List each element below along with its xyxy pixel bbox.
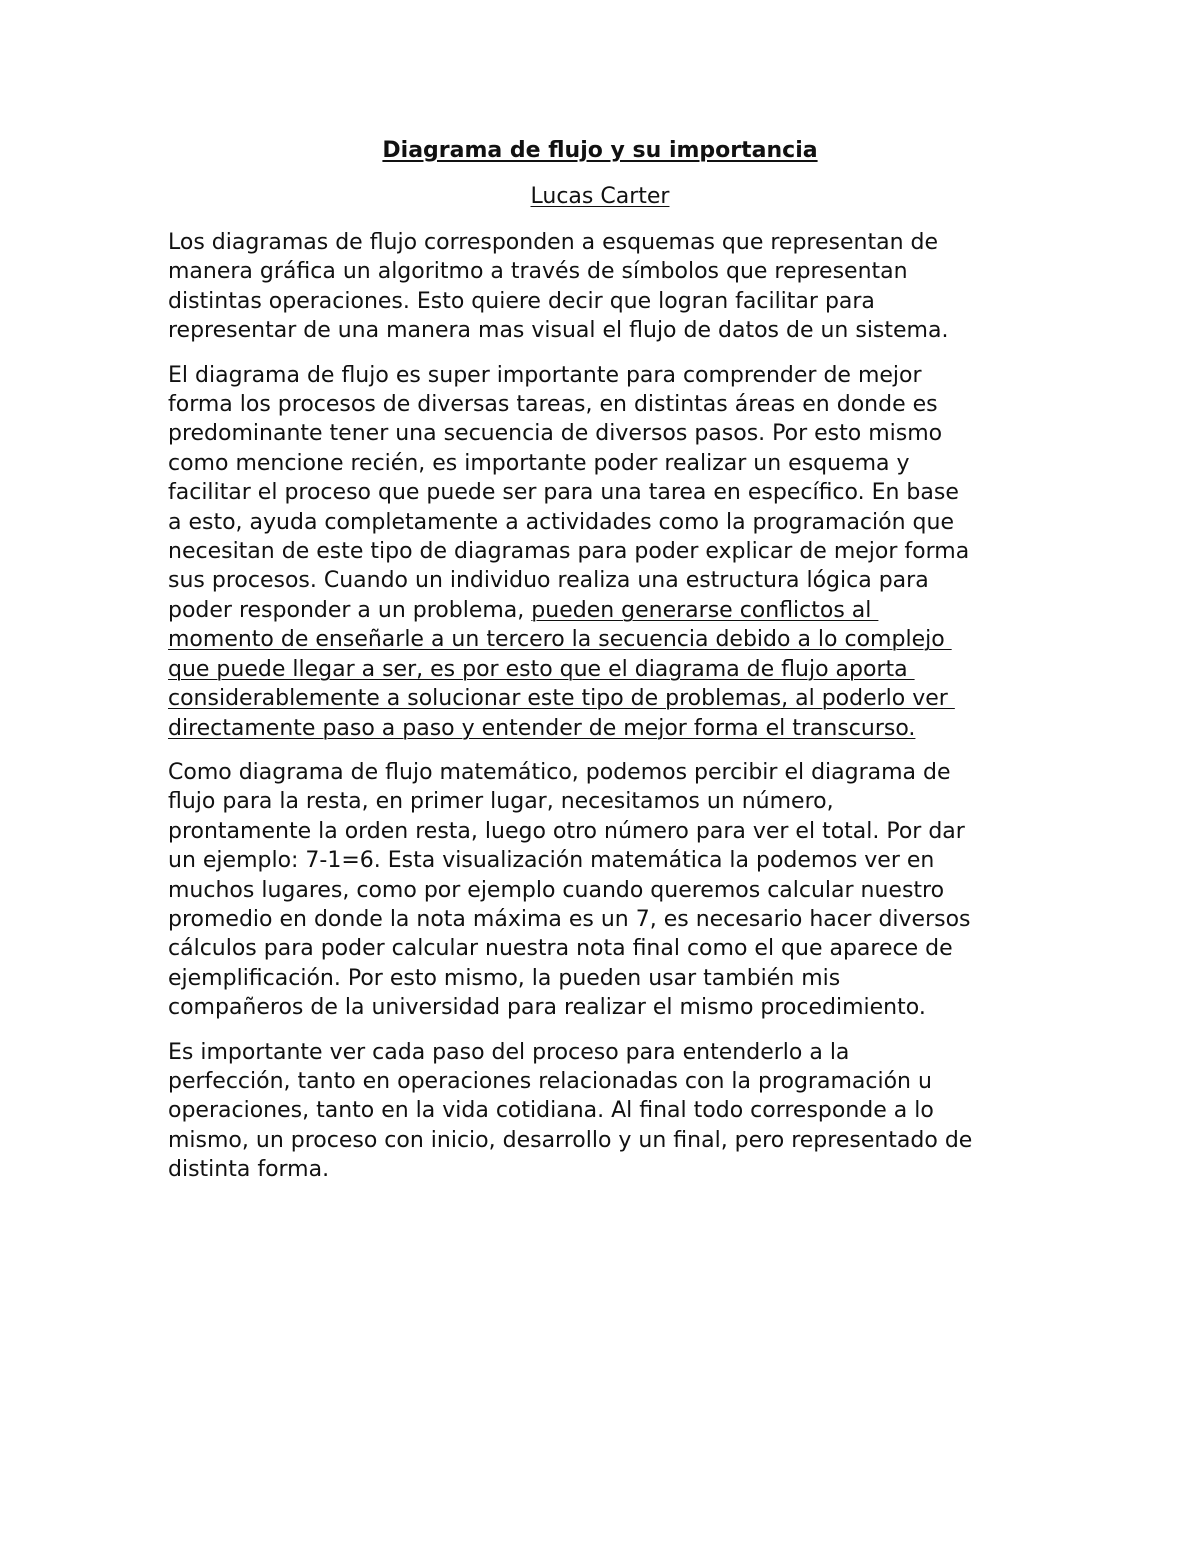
text-line: prontamente la orden resta, luego otro número para ver el total. Por dar [168, 818, 965, 844]
underlined-line: considerablemente a solucionar este tipo de problemas, al poderlo ver [168, 686, 955, 712]
paragraph-2 [168, 361, 1068, 743]
document-title: Diagrama de flujo y su importancia [382, 138, 818, 163]
text-line: ejemplificación. Por esto mismo, la pueden usar también mis [168, 965, 841, 991]
text-line: representar de una manera mas visual el flujo de datos de un sistema. [168, 318, 949, 344]
text-line: Los diagramas de flujo corresponden a esquemas que representan de [168, 230, 938, 255]
text-line: El diagrama de flujo es super importante para comprender de mejor [168, 362, 922, 388]
text-line: flujo para la resta, en primer lugar, necesitamos un número, [168, 789, 834, 815]
text-line: necesitan de este tipo de diagramas para poder explicar de mejor forma [168, 539, 970, 565]
underlined-line: momento de enseñarle a un tercero la secuencia debido a lo complejo [168, 627, 952, 653]
text-segment: poder responder a un problema, [168, 597, 532, 623]
text-line: promedio en donde la nota máxima es un 7, es necesario hacer diversos [168, 906, 971, 932]
underlined-segment: pueden generarse conflictos al [531, 597, 879, 623]
text-line: perfección, tanto en operaciones relacionadas con la programación u [168, 1068, 932, 1094]
text-line: a esto, ayuda completamente a actividades como la programación que [168, 509, 954, 535]
underlined-line: que puede llegar a ser, es por esto que el diagrama de flujo aporta [168, 656, 915, 682]
text-line: mismo, un proceso con inicio, desarrollo y un final, pero representado de [168, 1127, 973, 1153]
text-line: manera gráfica un algoritmo a través de símbolos que representan [168, 259, 908, 285]
text-line: distintas operaciones. Esto quiere decir que logran facilitar para [168, 288, 875, 314]
paragraph-3 [168, 758, 1068, 1023]
text-line: Es importante ver cada paso del proceso para entenderlo a la [168, 1039, 850, 1065]
paragraph-1 [168, 228, 1068, 346]
text-line: cálculos para poder calcular nuestra nota final como el que aparece de [168, 936, 953, 962]
document-author: Lucas Carter [530, 184, 670, 209]
text-line: Como diagrama de flujo matemático, podemos percibir el diagrama de [168, 759, 951, 785]
document-body [168, 228, 1068, 1200]
text-line-mixed [168, 596, 1068, 625]
text-line: un ejemplo: 7-1=6. Esta visualización matemática la podemos ver en [168, 848, 935, 874]
text-line: sus procesos. Cuando un individuo realiza una estructura lógica para [168, 568, 929, 594]
text-line: predominante tener una secuencia de diversos pasos. Por esto mismo [168, 421, 943, 447]
text-line: compañeros de la universidad para realizar el mismo procedimiento. [168, 995, 926, 1021]
text-line: como mencione recién, es importante poder realizar un esquema y [168, 450, 910, 476]
text-line: forma los procesos de diversas tareas, en distintas áreas en donde es [168, 392, 938, 418]
text-line: facilitar el proceso que puede ser para una tarea en específico. En base [168, 480, 959, 506]
underlined-line: directamente paso a paso y entender de mejor forma el transcurso. [168, 715, 916, 741]
text-line: distinta forma. [168, 1157, 330, 1183]
paragraph-4 [168, 1038, 1068, 1185]
text-line: muchos lugares, como por ejemplo cuando queremos calcular nuestro [168, 877, 945, 903]
text-line: operaciones, tanto en la vida cotidiana. Al final todo corresponde a lo [168, 1098, 934, 1124]
